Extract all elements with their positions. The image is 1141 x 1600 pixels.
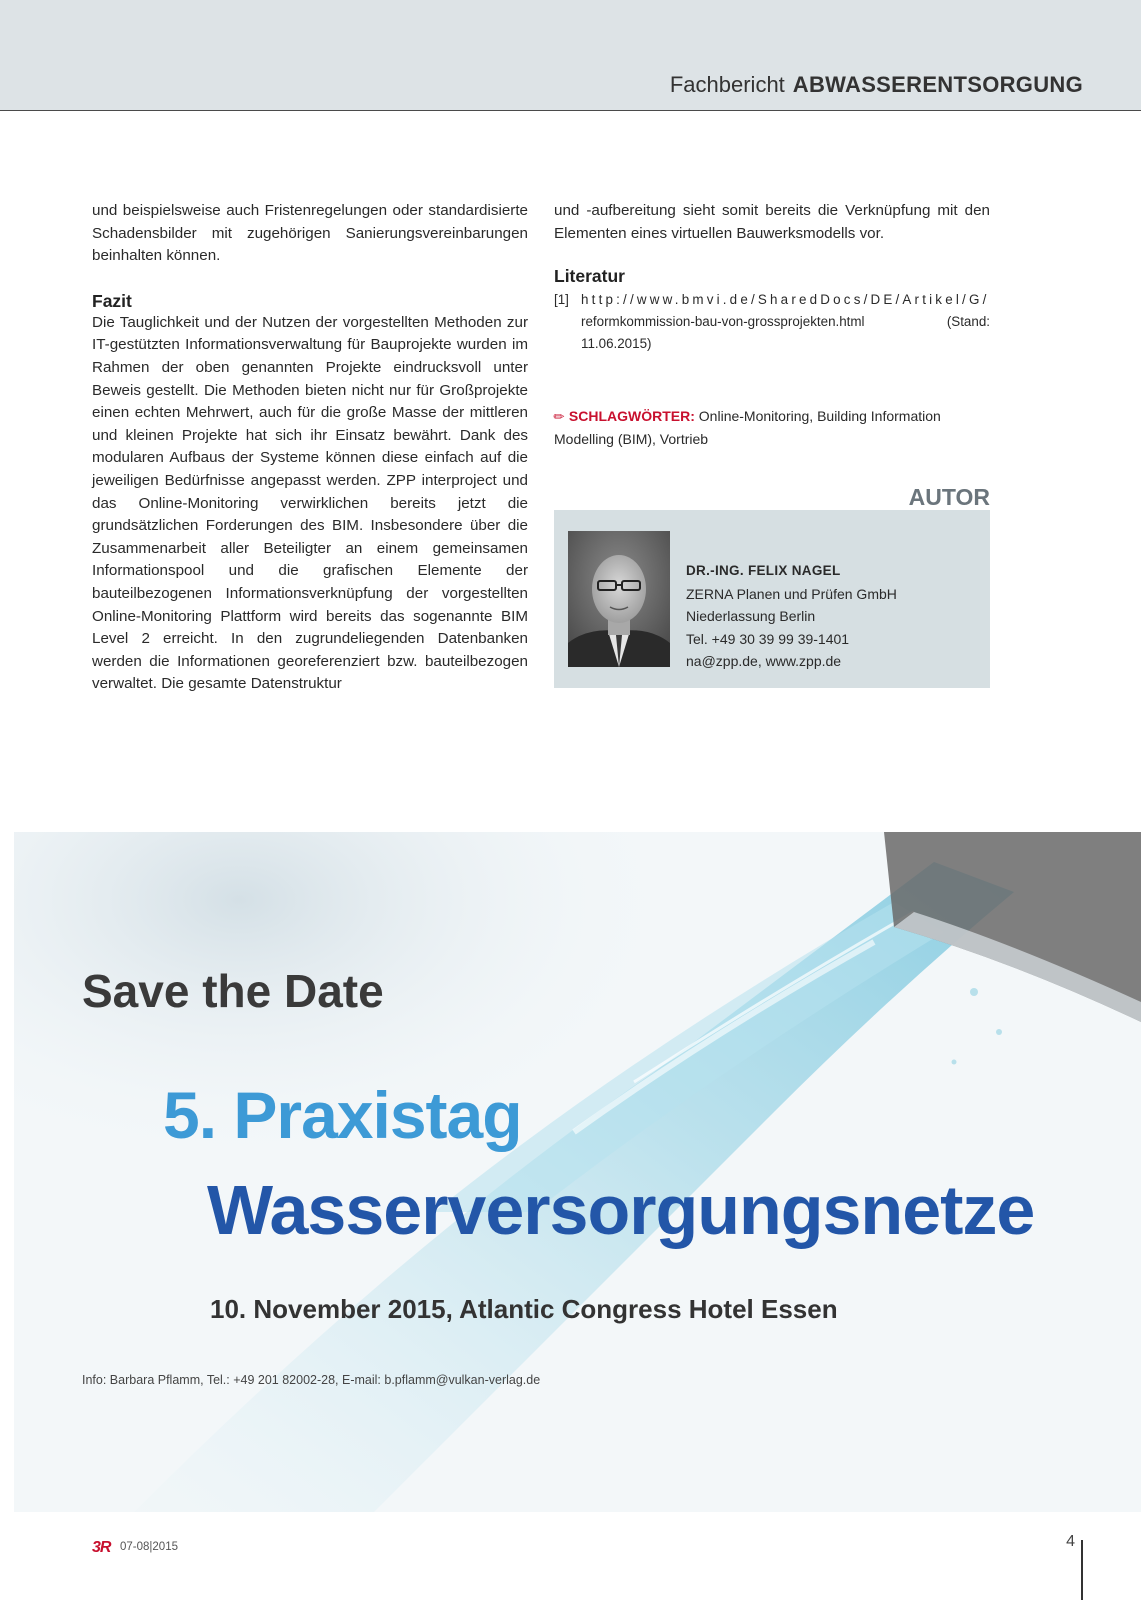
- portrait-illustration: [568, 531, 670, 667]
- reference-date: 11.06.2015): [581, 336, 652, 352]
- author-section-label: AUTOR: [908, 484, 990, 510]
- author-contact[interactable]: na@zpp.de, www.zpp.de: [686, 653, 842, 670]
- header-band: [0, 0, 1141, 111]
- continuation-paragraph: und -aufbereitung sieht somit bereits die Verknüpfung mit den Elementen eines virtuellen Bauwerksmodells vor.: [554, 202, 990, 242]
- reference-body: [581, 289, 990, 355]
- author-details: [686, 560, 897, 673]
- fazit-paragraph: Die Tauglichkeit und der Nutzen der vorgestellten Methoden zur IT-gestützten Informationsverwaltung für Bauprojekte wurden im Rahmen der oben genannten Projekte eindrucksvoll unter Beweis gestellt. Die Methoden bieten nicht nur für Großprojekte einen echten Mehrwert, auch für die große Masse der mittleren und kleinen Projekte hat sich ihr Einsatz bewährt. Dank des modularen Aufbaus der Systeme können diese einfach auf die jeweiligen Bedürfnisse angepasst werden. ZPP interproject und das Online-Monitoring verwirklichen bereits jetzt die grundsätzlichen Forderungen des BIM. Insbesondere über die Zusammenarbeit aller Beteiligter an einem gemeinsamen Informationspool und die grafischen Elemente der bauteilbezogenen Informationsverknüpfung der vorgestellten Online-Monitoring Plattform wird bereits das sogenannte BIM Level 2 erreicht. In den zugrundeliegenden Datenbanken werden die Informationen georeferenziert bzw. bauteilbezogen verwaltet. Die gesamte Datenstruktur: [92, 313, 528, 693]
- save-the-date: Save the Date: [82, 965, 384, 1017]
- lead-paragraph: und beispielsweise auch Fristenregelungen oder standardisierte Schadensbilder mit zugehörigen Sanierungsvereinbarungen beinhalten können.: [92, 202, 528, 265]
- reference-number: [1]: [554, 292, 569, 308]
- reference-item: [554, 289, 990, 355]
- tag-icon: ✎: [549, 407, 569, 426]
- author-box: [554, 510, 990, 688]
- fazit-heading: Fazit: [92, 290, 132, 311]
- author-name: DR.-ING. FELIX NAGEL: [686, 563, 841, 578]
- section-topic: ABWASSERENTSORGUNG: [792, 72, 1083, 97]
- reference-url[interactable]: http://www.bmvi.de/SharedDocs/DE/Artikel/G/: [581, 292, 990, 308]
- section-kind: Fachbericht: [669, 72, 785, 97]
- page-rule: [1081, 1540, 1083, 1600]
- section-title: [670, 72, 1083, 98]
- event-title-line2: Wasserversorgungsnetze: [207, 1171, 1035, 1249]
- event-title-line1: 5. Praxistag: [163, 1078, 522, 1152]
- author-company: ZERNA Planen und Prüfen GmbH: [686, 585, 897, 602]
- issue-number: 07-08|2015: [120, 1541, 178, 1553]
- journal-logo: 3R: [92, 1539, 111, 1556]
- author-branch: Niederlassung Berlin: [686, 608, 816, 625]
- event-contact-info: Info: Barbara Pflamm, Tel.: +49 201 82002-28, E-mail: b.pflamm@vulkan-verlag.de: [82, 1373, 541, 1387]
- keywords: [549, 405, 990, 450]
- reference-title: reformkommission-bau-von-grossprojekten.html (Stand:: [581, 314, 990, 330]
- left-column: [92, 200, 528, 696]
- event-date-venue: 10. November 2015, Atlantic Congress Hotel Essen: [210, 1294, 838, 1324]
- literatur-heading: Literatur: [554, 266, 625, 287]
- page-number: 4: [1066, 1533, 1075, 1550]
- right-column: [549, 200, 990, 450]
- author-photo: [568, 531, 670, 667]
- keywords-text: Online-Monitoring, Building Information Modelling (BIM), Vortrieb: [554, 408, 941, 448]
- event-banner: [14, 832, 1141, 1512]
- author-phone: Tel. +49 30 39 99 39-1401: [686, 630, 850, 647]
- keywords-label: SCHLAGWÖRTER:: [568, 408, 695, 425]
